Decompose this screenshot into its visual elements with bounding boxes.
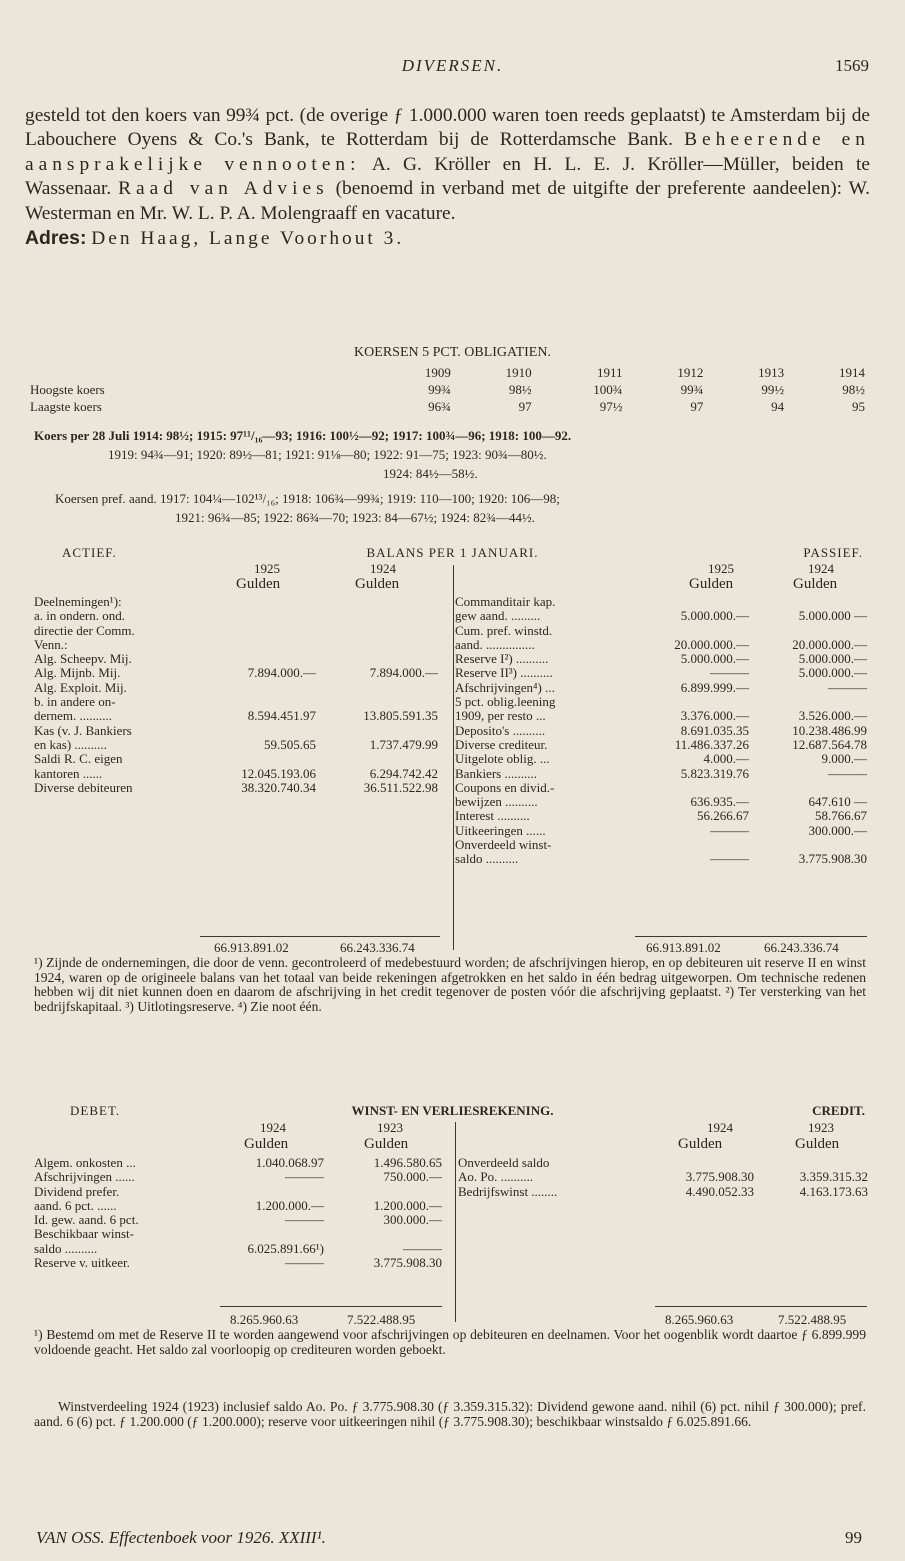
value-cell (206, 681, 316, 695)
address: Den Haag, Lange Voorhout 3. (91, 228, 405, 250)
page-footer (36, 1528, 862, 1548)
value-cell: 300.000.— (383, 1212, 442, 1228)
value-cell: 300.000.— (808, 822, 867, 838)
value-cell (749, 624, 867, 638)
row-label: Uitgelote oblig. ... (455, 752, 550, 767)
unit: Gulden (689, 576, 734, 592)
year-b: 1923 (377, 1120, 403, 1135)
table-row (34, 738, 438, 752)
value-cell: 56.266.67 (697, 808, 749, 824)
row-label: Diverse crediteur. (455, 737, 548, 752)
value-cell: 5.000.000.— (680, 608, 749, 624)
row-label: Afschrijvingen ...... (34, 1170, 135, 1185)
koers-line-2: 1919: 94¾—91; 1920: 89½—81; 1921: 91⅛—80; 1922: 91—75; 1923: 90¾—80½. (108, 447, 547, 462)
pref-line-1: Koersen pref. aand. 1917: 104¼—102¹³/₁₆; 1918: 106¾—99¾; 1919: 110—100; 1920: 106—98; (55, 491, 560, 506)
row-label: Reserve II³) .......... (455, 666, 553, 681)
year-a: 1925 (254, 561, 280, 576)
value-cell (316, 695, 438, 709)
footer-source: VAN OSS. Effectenboek voor 1926. XXIII¹. (36, 1528, 326, 1547)
actief-list (34, 595, 438, 795)
table-row (458, 1170, 868, 1184)
total-rule (220, 1306, 442, 1307)
koersen-table (30, 364, 865, 415)
year-a: 1924 (260, 1120, 286, 1135)
winst-total-a: 8.265.960.63 (665, 1312, 734, 1327)
balans-total-b: 66.243.336.74 (764, 940, 839, 955)
value-cell: 5.823.319.76 (680, 765, 749, 781)
value-cell: 1.737.479.99 (369, 736, 438, 752)
value-cell: 13.805.591.35 (363, 708, 438, 724)
unit: Gulden (364, 1136, 409, 1152)
credit-title: CREDIT. (812, 1103, 865, 1118)
table-row (455, 724, 867, 738)
value-cell: ——— (828, 679, 867, 695)
value-cell: 6.899.999.— (680, 679, 749, 695)
row-label: Laagste koers (30, 398, 102, 414)
row-label: Venn.: (34, 637, 68, 652)
row-label: Bedrijfswinst ........ (458, 1184, 558, 1199)
year-cell: 1909 (424, 364, 451, 380)
value-cell: 97 (690, 398, 704, 414)
value-cell: 5.000.000.— (798, 665, 867, 681)
value-cell: 1.496.580.65 (373, 1155, 442, 1170)
year-cell: 1911 (597, 364, 623, 380)
row-label: aand. ............... (455, 637, 535, 652)
row-label: Interest .......... (455, 809, 530, 824)
table-row (455, 652, 867, 666)
row-label: Onverdeeld saldo (458, 1156, 550, 1170)
row-label: Deelnemingen¹): (34, 595, 122, 609)
koers-line-3: 1924: 84½—58½. (383, 466, 478, 481)
year-cell: 1910 (505, 364, 532, 380)
value-cell: ——— (285, 1212, 324, 1228)
debet-title: DEBET. (70, 1103, 121, 1118)
table-row (34, 609, 438, 623)
value-cell: 94 (771, 398, 785, 414)
value-cell: 12.687.564.78 (792, 736, 867, 752)
koersen-year-row (30, 364, 865, 381)
winst-note (34, 1328, 866, 1357)
value-cell (754, 1156, 868, 1170)
table-row (455, 838, 867, 852)
row-label: Onverdeeld winst- (455, 838, 552, 853)
row-label: saldo .......... (34, 1241, 98, 1256)
table-row (34, 681, 438, 695)
balans-note (34, 956, 866, 1014)
koersen-high-row (30, 381, 865, 398)
value-cell (749, 695, 867, 709)
row-label: b. in andere on- (34, 695, 116, 710)
table-row (455, 795, 867, 809)
table-row (458, 1156, 868, 1170)
row-label: Ao. Po. .......... (458, 1170, 534, 1185)
row-label: Alg. Scheepv. Mij. (34, 652, 132, 667)
value-cell (316, 724, 438, 738)
value-cell (316, 681, 438, 695)
value-cell (316, 752, 438, 766)
intro-part3: (benoemd in verband met de uitgifte der preferente aandeelen): W. Westerman en Mr. W. L. P. A. Molengraaff en vacature. (25, 178, 870, 224)
intro-part1: gesteld tot den koers van 99¾ pct. (de overige ƒ 1.000.000 waren toen reeds geplaatst) te Amsterdam bij de Labouchere Oyens & Co.'s Bank, te Rotterdam bij de Rotterdamsche Bank. (25, 105, 870, 151)
actief-title: ACTIEF. (62, 545, 117, 560)
row-label: directie der Comm. (34, 623, 135, 638)
unit: Gulden (355, 576, 400, 592)
row-label: Algem. onkosten ... (34, 1156, 136, 1170)
value-cell (214, 1185, 324, 1199)
row-label: Uitkeeringen ...... (455, 823, 546, 838)
balans-title: BALANS PER 1 JANUARI. (366, 545, 539, 560)
row-label: Deposito's .......... (455, 723, 546, 738)
row-label: Alg. Exploit. Mij. (34, 680, 127, 695)
value-cell: ——— (828, 765, 867, 781)
row-label: saldo .......... (455, 852, 519, 867)
value-cell (653, 838, 749, 852)
value-cell (653, 695, 749, 709)
table-row (34, 595, 438, 609)
value-cell: 4.490.052.33 (685, 1183, 754, 1199)
table-row (455, 695, 867, 709)
value-cell: ——— (710, 822, 749, 838)
table-row (455, 681, 867, 695)
value-cell (749, 595, 867, 609)
value-cell (206, 752, 316, 766)
value-cell: 3.376.000.— (680, 708, 749, 724)
row-label: Diverse debiteuren (34, 780, 133, 795)
winst-distribution (34, 1400, 866, 1429)
value-cell (653, 624, 749, 638)
value-cell (749, 838, 867, 852)
value-cell (206, 638, 316, 652)
table-row (34, 624, 438, 638)
value-cell: 3.775.908.30 (798, 851, 867, 867)
row-label: en kas) .......... (34, 737, 107, 752)
running-title: DIVERSEN. (401, 56, 504, 75)
table-row (455, 709, 867, 723)
table-row (34, 1156, 442, 1170)
koersen-title: KOERSEN 5 PCT. OBLIGATIEN. (354, 345, 551, 360)
row-label: dernem. .......... (34, 709, 112, 724)
value-cell: 636.935.— (690, 794, 749, 810)
value-cell: 98½ (842, 381, 865, 397)
row-label: aand. 6 pct. ...... (34, 1198, 117, 1213)
table-row (34, 652, 438, 666)
table-row (34, 724, 438, 738)
value-cell (206, 695, 316, 709)
year-b: 1924 (808, 561, 834, 576)
passief-list (455, 595, 867, 867)
value-cell: ——— (285, 1255, 324, 1271)
value-cell: 97 (518, 398, 532, 414)
table-row (34, 1256, 442, 1270)
table-row (34, 1199, 442, 1213)
row-label: Hoogste koers (30, 381, 105, 397)
footer-sheet-number: 99 (845, 1528, 862, 1547)
value-cell: 99¾ (428, 381, 451, 397)
table-row (455, 738, 867, 752)
value-cell: 6.025.891.66¹) (247, 1240, 324, 1256)
value-cell: 96¾ (428, 398, 451, 414)
value-cell (653, 595, 749, 609)
value-cell: ——— (710, 851, 749, 867)
credit-list (458, 1156, 868, 1199)
balans-note-text: ¹) Zijnde de ondernemingen, die door de venn. gecontroleerd of medebestuurd worden; de afschrijvingen hierop, en op debiteuren uit reserve II en winst 1924, waren op de origineele balans van het totaal van beide rekeningen afgetrokken en het saldo in één bedrag uitgeworpen. Om technische redenen hebben wij dit niet kunnen doen en daarom de afschrijving in het credit tegenover de posten vóór die afschrijving geplaatst. ²) Ter versterking van het bedrijfskapitaal. ³) Uitlotingsreserve. ⁴) Zie noot één. (34, 955, 866, 1014)
value-cell: 5.000.000 — (798, 608, 867, 624)
unit: Gulden (795, 1136, 840, 1152)
address-label: Adres: (25, 227, 87, 250)
koers-line-1: Koers per 28 Juli 1914: 98½; 1915: 97¹¹/₁₆—93; 1916: 100½—92; 1917: 100¾—96; 1918: 100—92. (34, 428, 572, 443)
table-row (34, 666, 438, 680)
row-label: Commanditair kap. (455, 595, 556, 609)
value-cell (316, 595, 438, 609)
row-label: bewijzen .......... (455, 795, 538, 810)
value-cell: 59.505.65 (264, 736, 316, 752)
column-divider (455, 1122, 456, 1322)
value-cell: 6.294.742.42 (369, 765, 438, 781)
table-row (455, 809, 867, 823)
unit: Gulden (236, 576, 281, 592)
row-label: a. in ondern. ond. (34, 609, 125, 624)
row-label: Coupons en divid.- (455, 780, 555, 795)
year-cell: 1914 (839, 364, 865, 380)
table-row (455, 638, 867, 652)
table-row (455, 824, 867, 838)
value-cell (653, 781, 749, 795)
value-cell: 4.000.— (703, 751, 749, 767)
row-label: Afschrijvingen⁴) ... (455, 680, 555, 695)
value-cell: 750.000.— (383, 1169, 442, 1185)
row-label: Beschikbaar winst- (34, 1227, 135, 1242)
value-cell: 1.040.068.97 (255, 1155, 324, 1170)
value-cell (324, 1185, 442, 1199)
table-row (458, 1185, 868, 1199)
intro-part2: A. G. Kröller en H. L. E. J. Kröller—Müller, beiden te Wassenaar. (25, 153, 870, 200)
row-label: Alg. Mijnb. Mij. (34, 666, 121, 681)
value-cell: 95 (852, 398, 865, 414)
row-label: Cum. pref. winstd. (455, 623, 553, 638)
value-cell: ——— (403, 1240, 442, 1256)
value-cell: 20.000.000.— (674, 636, 749, 652)
value-cell: 7.894.000.— (247, 665, 316, 681)
value-cell: 3.775.908.30 (685, 1169, 754, 1185)
value-cell: 9.000.— (821, 751, 867, 767)
value-cell: 1.200.000.— (255, 1197, 324, 1213)
value-cell (316, 652, 438, 666)
table-row (34, 1213, 442, 1227)
value-cell: 1.200.000.— (373, 1197, 442, 1213)
value-cell (316, 609, 438, 623)
row-label: Dividend prefer. (34, 1184, 120, 1199)
table-row (455, 609, 867, 623)
koersen-low-row (30, 398, 865, 415)
table-row (34, 695, 438, 709)
winst-title: WINST- EN VERLIESREKENING. (351, 1103, 554, 1118)
table-row (455, 666, 867, 680)
winst-total-b: 7.522.488.95 (778, 1312, 847, 1327)
row-label: Id. gew. aand. 6 pct. (34, 1213, 139, 1228)
value-cell: 3.359.315.32 (799, 1169, 868, 1185)
value-cell (206, 624, 316, 638)
table-row (34, 709, 438, 723)
value-cell: 58.766.67 (815, 808, 867, 824)
row-label: Reserve v. uitkeer. (34, 1256, 130, 1271)
row-label: 1909, per resto ... (455, 709, 546, 724)
column-divider (453, 565, 454, 950)
year-b: 1924 (370, 561, 396, 576)
value-cell (749, 781, 867, 795)
row-label: gew aand. ......... (455, 609, 541, 624)
table-row (455, 752, 867, 766)
table-row (34, 767, 438, 781)
table-row (34, 638, 438, 652)
year-b: 1923 (808, 1120, 834, 1135)
value-cell (648, 1156, 754, 1170)
row-label: Reserve I²) .......... (455, 652, 549, 667)
board-label: Beheerende en aansprakelijke vennooten: (25, 129, 870, 175)
row-label: 5 pct. oblig.leening (455, 695, 556, 710)
winst-total-b: 7.522.488.95 (347, 1312, 416, 1327)
value-cell: 12.045.193.06 (241, 765, 316, 781)
intro-text (25, 104, 870, 251)
year-a: 1924 (707, 1120, 733, 1135)
table-row (34, 1170, 442, 1184)
value-cell (324, 1227, 442, 1241)
value-cell (206, 724, 316, 738)
table-row (455, 624, 867, 638)
balans-total-b: 66.243.336.74 (340, 940, 415, 955)
value-cell: 8.594.451.97 (247, 708, 316, 724)
value-cell (316, 624, 438, 638)
table-row (34, 781, 438, 795)
value-cell: 5.000.000.— (798, 651, 867, 667)
balans-total-a: 66.913.891.02 (214, 940, 289, 955)
value-cell: 20.000.000.— (792, 636, 867, 652)
value-cell (316, 638, 438, 652)
value-cell: 647.610 — (808, 794, 867, 810)
value-cell: 5.000.000.— (680, 651, 749, 667)
value-cell: 3.526.000.— (798, 708, 867, 724)
pref-line-2: 1921: 96¾—85; 1922: 86¾—70; 1923: 84—67½; 1924: 82¾—44½. (175, 510, 536, 525)
value-cell: 4.163.173.63 (799, 1183, 868, 1199)
value-cell: 38.320.740.34 (241, 779, 316, 795)
table-row (34, 752, 438, 766)
winst-distribution-text: Winstverdeeling 1924 (1923) inclusief saldo Ao. Po. ƒ 3.775.908.30 (ƒ 3.359.315.32): Dividend gewone aand. nihil (6) pct. nihil ƒ 300.000); pref. aand. 6 (6) pct. ƒ 1.200.000 (ƒ 1.200.000); reserve voor uitkeeringen nihil (ƒ 3.775.908.30); beschikbaar winstsaldo ƒ 6.025.891.66. (34, 1399, 866, 1429)
value-cell (206, 652, 316, 666)
table-row (34, 1242, 442, 1256)
table-row (455, 767, 867, 781)
year-cell: 1912 (677, 364, 704, 380)
value-cell (206, 595, 316, 609)
value-cell: 10.238.486.99 (792, 722, 867, 738)
value-cell: 8.691.035.35 (680, 722, 749, 738)
table-row (455, 595, 867, 609)
total-rule (635, 936, 867, 937)
value-cell: 99¾ (680, 381, 704, 397)
value-cell: 100¾ (593, 381, 623, 397)
value-cell: 3.775.908.30 (373, 1255, 442, 1271)
year-cell: 1913 (758, 364, 785, 380)
winst-total-a: 8.265.960.63 (230, 1312, 299, 1327)
table-row (34, 1227, 442, 1241)
debet-list (34, 1156, 442, 1270)
value-cell: ——— (710, 665, 749, 681)
unit: Gulden (678, 1136, 723, 1152)
value-cell (206, 609, 316, 623)
table-row (455, 781, 867, 795)
unit: Gulden (244, 1136, 289, 1152)
value-cell: ——— (285, 1169, 324, 1185)
passief-title: PASSIEF. (803, 545, 863, 560)
total-rule (200, 936, 440, 937)
value-cell: 97½ (599, 398, 623, 414)
row-label: Bankiers .......... (455, 766, 537, 781)
table-row (455, 852, 867, 866)
value-cell: 36.511.522.98 (363, 779, 438, 795)
table-row (34, 1185, 442, 1199)
unit: Gulden (793, 576, 838, 592)
row-label: Saldi R. C. eigen (34, 752, 123, 767)
value-cell: 11.486.337.26 (674, 736, 749, 752)
row-label: kantoren ...... (34, 766, 103, 781)
balans-total-a: 66.913.891.02 (646, 940, 721, 955)
page-number: 1569 (835, 56, 869, 75)
value-cell: 99½ (761, 381, 785, 397)
value-cell: 7.894.000.— (369, 665, 438, 681)
council-label: Raad van Advies (118, 178, 329, 200)
value-cell (214, 1227, 324, 1241)
winst-note-text: ¹) Bestemd om met de Reserve II te worden aangewend voor afschrijvingen op debiteuren en deelnamen. Voor het oogenblik wordt daartoe ƒ 6.899.999 voldoende geacht. Het saldo zal voorloopig op crediteuren worden geboekt. (34, 1327, 866, 1357)
value-cell: 98½ (508, 381, 532, 397)
row-label: Kas (v. J. Bankiers (34, 723, 132, 738)
year-a: 1925 (708, 561, 734, 576)
total-rule (655, 1306, 867, 1307)
